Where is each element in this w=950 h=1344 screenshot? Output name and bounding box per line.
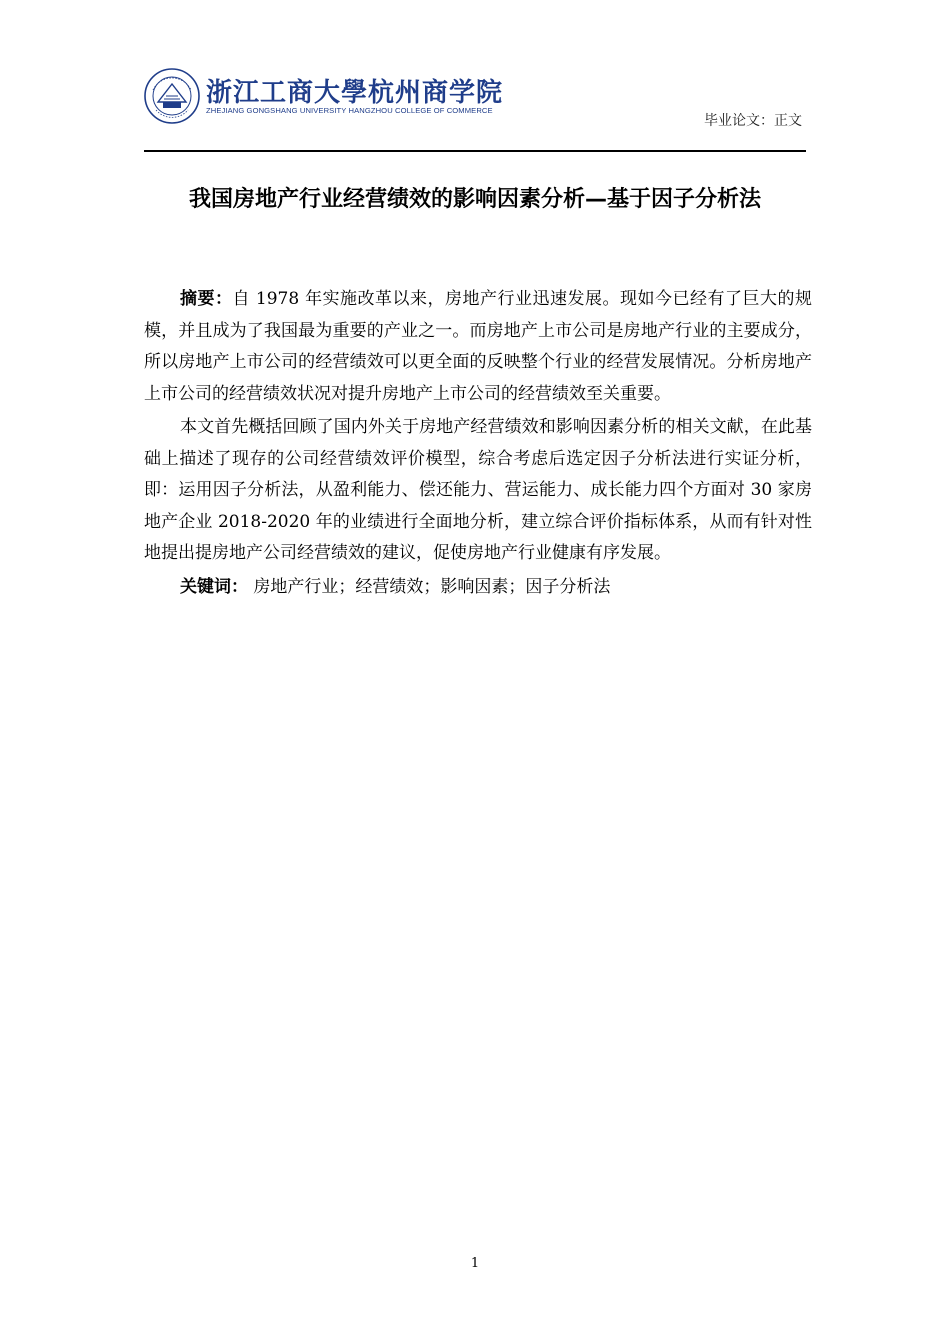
abstract-text-1: 自 1978 年实施改革以来，房地产行业迅速发展。现如今已经有了巨大的规模，并且成为了我国最为重要的产业之一。而房地产上市公司是房地产行业的主要成分，所以房地产上市公司的经营绩效可以更全面的反映整个行业的经营发展情况。分析房地产上市公司的经营绩效状况对提升房地产上市公司的经营绩效至关重要。	[144, 289, 812, 404]
keywords-label: 关键词：	[180, 576, 248, 597]
abstract-label: 摘要：	[180, 289, 233, 309]
abstract-paragraph-2	[144, 412, 812, 570]
abstract-section	[144, 284, 812, 605]
keywords-line	[144, 572, 812, 604]
university-logo	[144, 68, 504, 130]
header-divider	[144, 150, 806, 152]
page-header	[144, 64, 806, 152]
logo-chinese-name: 浙江工商大學杭州商学院	[206, 78, 504, 108]
page-number: 1	[470, 1256, 480, 1271]
abstract-paragraph-1	[144, 284, 812, 410]
section-label: 毕业论文：正文	[704, 113, 802, 129]
university-seal-icon	[144, 68, 200, 124]
keywords-text: 房地产行业；经营绩效；影响因素；因子分析法	[253, 576, 611, 597]
abstract-text-2: 本文首先概括回顾了国内外关于房地产经营绩效和影响因素分析的相关文献，在此基础上描述了现存的公司经营绩效评价模型，综合考虑后选定因子分析法进行实证分析，即：运用因子分析法，从盈利能力、偿还能力、营运能力、成长能力四个方面对 30 家房地产企业 2018-2020 年的业绩进行全面地分析，建立综合评价指标体系，从而有针对性地提出提房地产公司经营绩效的建议，促使房地产行业健康有序发展。	[144, 417, 812, 563]
logo-english-name: ZHEJIANG GONGSHANG UNIVERSITY HANGZHOU COLLEGE OF COMMERCE	[206, 106, 493, 115]
document-title: 我国房地产行业经营绩效的影响因素分析—基于因子分析法	[188, 187, 761, 212]
